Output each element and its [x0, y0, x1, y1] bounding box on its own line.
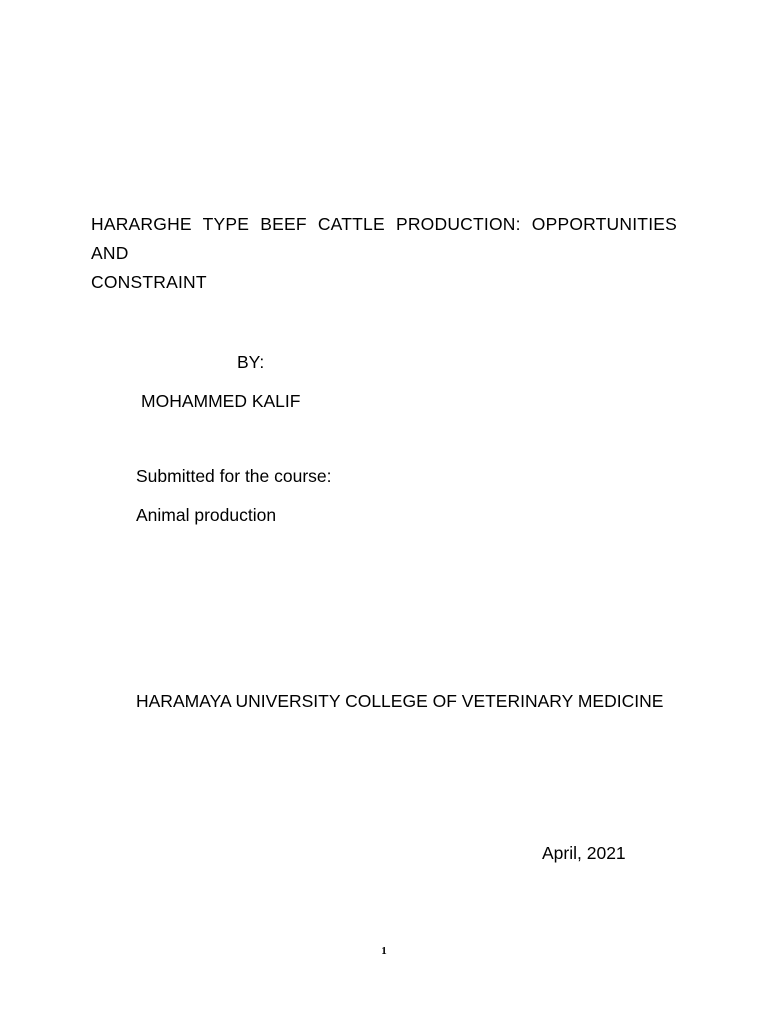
- institution-name: HARAMAYA UNIVERSITY COLLEGE OF VETERINARY MEDICINE: [136, 691, 664, 711]
- submission-date: April, 2021: [542, 843, 626, 863]
- course-name: Animal production: [136, 505, 277, 525]
- title-line-1: HARARGHE TYPE BEEF CATTLE PRODUCTION: OPPORTUNITIES AND: [91, 214, 677, 263]
- by-label: BY:: [237, 352, 265, 372]
- document-title: [91, 210, 677, 297]
- course-label: Submitted for the course:: [136, 466, 332, 486]
- page-number: 1: [381, 945, 387, 957]
- author-name: MOHAMMED KALIF: [141, 391, 301, 411]
- title-line-2: CONSTRAINT: [91, 272, 207, 292]
